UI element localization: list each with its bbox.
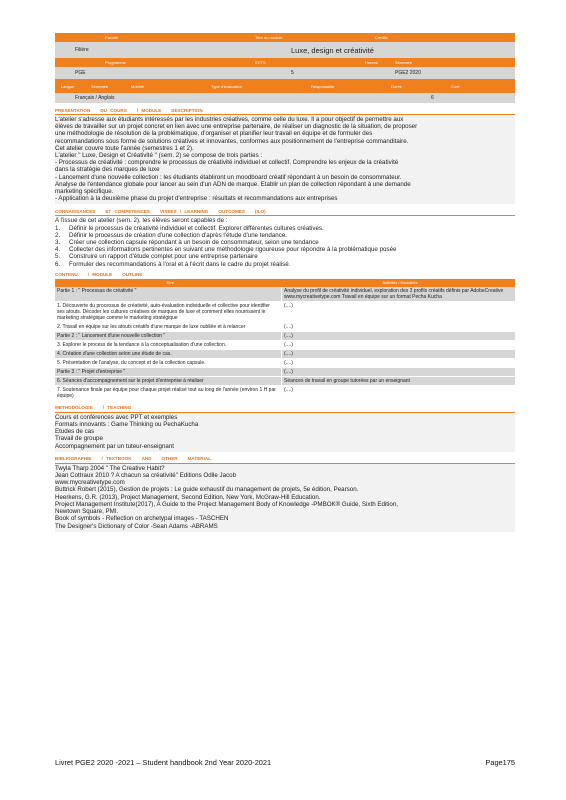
heading-word: OTHER [161, 456, 178, 462]
outcomes-intro: A l'issue de cet atelier (sem. 2), les élèves seront capables de : [55, 217, 228, 225]
text-line: Analyse de l'entendance globale pour lancer au sein d'un ADN de marque. Etablir un plan de collection répondant à une demande [55, 180, 411, 188]
table-cell: 2. Travail en équipe sur les atouts créatifs d'une marque de luxe oubliée et à relancer [55, 322, 282, 331]
header-value: Filière [75, 47, 89, 53]
table-cell: Partie 3 : " Projet d'entreprise " [55, 367, 282, 376]
text-line: Jean Cottraux 2010 ? A chacun sa créativité" Editions Odile Jacob [55, 472, 237, 480]
item-text: Construire un rapport d'étude complet pour une entreprise partenaire [69, 253, 258, 261]
text-line: - Application à la deuxième phase du projet d'entreprise : résultats et recommandations aux entreprises [55, 195, 338, 203]
heading-word: ET COMPETENCES [105, 208, 150, 214]
header-label: Responsable [311, 83, 335, 89]
text-line: The Designer's Dictionary of Color -Sean Adams -ABRAMS [55, 522, 218, 530]
header-label: Crédits [375, 35, 388, 40]
header-value: PGE [75, 70, 86, 76]
outline-heading [55, 271, 515, 279]
heading-word: / TEACHING [102, 405, 132, 411]
outcomes-list [55, 215, 515, 269]
table-cell: 1. Découverte du processus de créativité, auto-évaluation individuelle et collective pour identifier ses atouts. Décoder les cultures créatives de marques de luxe et comment elles nourrissent le marketing stratégique comme le marketing stratégique [55, 301, 282, 322]
heading-word: / MODULE [136, 107, 162, 113]
header-label: Module [131, 83, 145, 89]
text-line: Formats innovants : Game Thinking ou PechaKucha [55, 421, 199, 429]
text-line: une méthodologie de résolution de la problématique, d'organiser et planifier leur travail en équipe et de formuler des [55, 130, 373, 138]
heading-word: CONNAISSANCES [55, 208, 96, 214]
text-line: Buttrick Robert (2015), Gestion de projets : Le guide exhaustif du management de projets, 5e édition, Pearson. [55, 486, 359, 494]
list-item [55, 246, 515, 253]
header-value: Français / Anglais [75, 95, 115, 101]
table-cell: 6. Séances d'accompagnement sur le projet d'entreprise à réaliser [55, 376, 282, 385]
item-text: Créer une collection capsule répondant à un besoin de consommateur, selon une tendance [69, 239, 319, 247]
text-line: Twyla Tharp 2004 " The Creative Habit? [55, 464, 165, 472]
list-item [55, 253, 515, 260]
item-text: Définir le processus de créativité individuel et collectif. Explorer différentes cultures créatives. [69, 224, 324, 232]
list-item [55, 232, 515, 239]
course-sheet [55, 33, 515, 532]
table-cell: (....) [282, 301, 516, 322]
text-line: élèves de travailler sur un projet concret en lien avec une entreprise partenaire, de réaliser un diagnostic de la situation, de proposer [55, 123, 418, 131]
header-value: 6 [431, 95, 434, 101]
header-bar-1 [55, 33, 515, 42]
page-footer [55, 758, 515, 767]
header-label: ECTS [255, 60, 266, 65]
header-label: Coef [451, 83, 460, 89]
header-label: Durée [391, 83, 402, 89]
item-text: Collecter des informations pertinentes en suivant une méthodologie rigoureuse pour répondre à la problématique posée [69, 246, 397, 254]
table-cell: Séances de travail en groupe tutorées par un enseignant [282, 376, 516, 385]
heading-word: MATERIAL [187, 456, 211, 462]
header-table [55, 33, 515, 103]
header-label: Semestre [395, 60, 413, 65]
list-item [55, 225, 515, 232]
presentation-text [55, 114, 515, 204]
heading-word: (ILO) [254, 208, 266, 214]
text-line: Accompagnement par un tuteur-enseignant [55, 442, 175, 450]
header-label: Semestre [91, 83, 109, 89]
item-number: 1. [55, 224, 61, 232]
table-cell: 4. Création d'une collection selon une étude de cas. [55, 349, 282, 358]
heading-word: DU COURS [100, 107, 127, 113]
col-header: Activités / Modalités [382, 280, 418, 286]
text-line: Cet atelier couvre toute l'année (semestres 1 et 2). [55, 144, 194, 152]
presentation-heading [55, 106, 515, 114]
text-line: L'atelier s'adresse aux étudiants intéressés par les industries créatives, comme celle du luxe. Il a pour objectif de permettre aux [55, 116, 404, 123]
table-row [55, 376, 515, 385]
text-line: L'atelier " Luxe, Design et Créativité " (sem. 2) se compose de trois parties : [55, 152, 263, 160]
table-cell: (....) [282, 340, 516, 349]
header-bar-2 [55, 58, 515, 67]
text-line: www.mycreativetype.com [55, 479, 125, 487]
table-row [55, 340, 515, 349]
table-row [55, 385, 515, 400]
table-row [55, 322, 515, 331]
text-line: Book of symbols - Reflection on archetypal images - TASCHEN [55, 515, 229, 523]
table-cell: 3. Explorer le process de la tendance à la conceptualisation d'une collection. [55, 340, 282, 349]
col-header: Titre [166, 280, 174, 286]
heading-word: OUTLINE [122, 272, 143, 278]
text-line: dans la stratégie des marques de luxe [55, 166, 160, 174]
text-line: Cours et conférences avec PPT et exemples [55, 413, 178, 421]
heading-word: VISEES / LEARNING [159, 208, 209, 214]
text-line: Etudes de cas [55, 428, 95, 436]
item-number: 5. [55, 253, 61, 261]
table-cell: (....) [282, 358, 516, 367]
text-line: recommandations sous forme de solutions créatives et innovantes, conformes aux positionnement de l'entreprise commanditaire. [55, 137, 409, 145]
header-label: Heures [365, 60, 378, 65]
item-number: 2. [55, 231, 61, 239]
header-label: Faculté [105, 35, 119, 40]
item-number: 3. [55, 239, 61, 247]
heading-word: / TEXTBOOK [101, 456, 132, 462]
header-label: Langue [61, 83, 75, 89]
table-cell: (....) [282, 322, 516, 331]
text-line: marketing spécifique. [55, 188, 114, 196]
item-number: 4. [55, 246, 61, 254]
heading-word: PRESENTATION [55, 107, 91, 113]
heading-word: CONTENU [55, 272, 78, 278]
table-row [55, 331, 515, 340]
bibliography-heading [55, 455, 515, 463]
text-line: Newtown Square, PMI. [55, 508, 119, 516]
text-line: Project Management Institute(2017), A Guide to the Project Management Body of Knowledge -PMBOK® Guide, Sixth Edition, [55, 500, 398, 508]
header-bar-3 [55, 79, 515, 93]
page-number: Page175 [485, 758, 515, 767]
text-line: - Processus de créativité : comprendre le processus de créativité individuel et collectif. Comprendre les enjeux de la créativité [55, 159, 399, 167]
text-line: Heerkens, G.R. (2013), Project Management, Second Edition, New York, McGraw-Hill Education. [55, 493, 321, 501]
heading-word: OUTCOMES [218, 208, 245, 214]
table-cell: Partie 2 : " Lancement d'une nouvelle collection " [55, 331, 282, 340]
outline-col-headers [55, 279, 515, 287]
list-item [55, 261, 515, 268]
footer-title: Livret PGE2 2020 -2021 – Student handbook 2nd Year 2020-2021 [55, 758, 272, 767]
item-text: Définir le processus de création d'une collection d'après l'étude d'une tendance. [69, 231, 287, 239]
methodology-heading [55, 404, 515, 412]
outcomes-heading [55, 207, 515, 215]
text-line: - Lancement d'une nouvelle collection : les étudiants établiront un moodboard créatif répondant à un besoin de consommateur. [55, 173, 402, 181]
header-value: PGE2 2020 [395, 70, 421, 76]
table-cell: (....) [282, 331, 516, 340]
list-item [55, 239, 515, 246]
text-line: Travail de groupe [55, 435, 103, 443]
table-cell: (....) [282, 349, 516, 358]
header-label: Titre du module [255, 35, 283, 40]
item-number: 6. [55, 260, 61, 268]
table-cell: 7. Soutenance finale par équipe pour chaque projet réalisé tout au long de l'année (environ 1 H par équipe) [55, 385, 282, 400]
table-cell: 5. Présentation de l'analyse, du concept et de la collection capsule. [55, 358, 282, 367]
heading-word: DESCRIPTION [171, 107, 203, 113]
header-grey-3 [55, 93, 515, 103]
heading-word: AND [141, 456, 152, 462]
table-row [55, 301, 515, 322]
table-row [55, 287, 515, 302]
item-text: Formuler des recommandations à l'oral et à l'écrit dans le cadre du projet réalisé. [69, 260, 291, 268]
bibliography-text [55, 463, 515, 532]
heading-word: METHODOLOGIE [55, 405, 93, 411]
methodology-text [55, 412, 515, 452]
header-label: Type d'évaluation [211, 83, 243, 89]
module-title: Luxe, design et créativité [291, 45, 374, 55]
header-label: Programme [105, 60, 126, 65]
header-grey-2 [55, 67, 515, 79]
header-value: 5 [291, 70, 294, 76]
heading-word: BIBLIOGRAPHIE [55, 456, 92, 462]
header-grey-1 [55, 42, 515, 58]
table-row [55, 349, 515, 358]
table-cell: (....) [282, 367, 516, 376]
table-cell: Partie 1 : " Processus de créativité " [55, 287, 282, 302]
table-row [55, 367, 515, 376]
table-row [55, 358, 515, 367]
outline-table [55, 287, 515, 401]
table-cell: (....) [282, 385, 516, 400]
heading-word: / MODULE [87, 272, 113, 278]
table-cell: Analyse du profil de créativité individuel, exploration des 3 profils créatifs définis par AdobeCreative www.mycreativetype.com Travail en équipe sur un format Pecha Kucha [282, 287, 516, 302]
